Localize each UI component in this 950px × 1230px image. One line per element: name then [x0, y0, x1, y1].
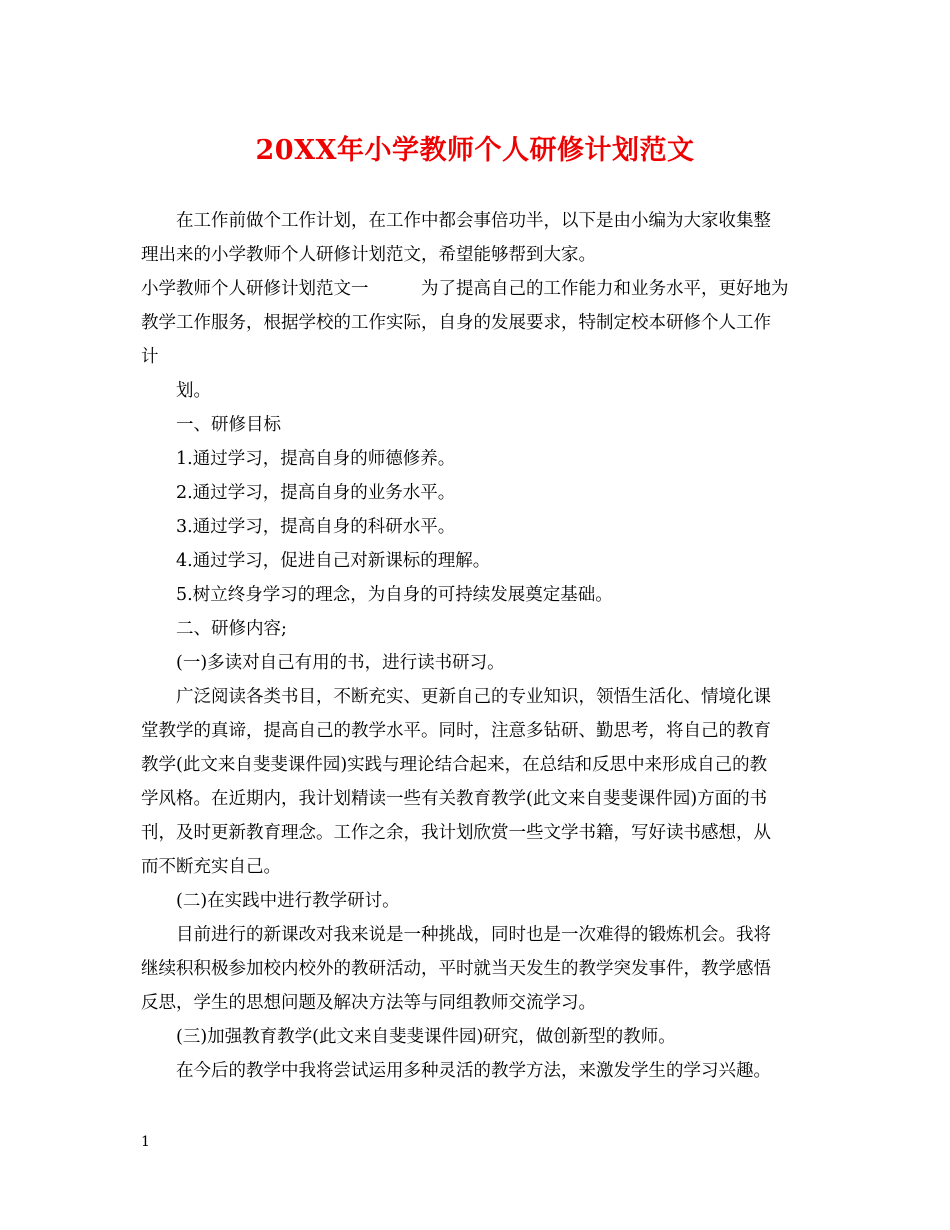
section-heading: 一、研修目标: [176, 415, 281, 435]
paragraph-line: 在今后的教学中我将尝试运用多种灵活的教学方法，来激发学生的学习兴趣。: [176, 1061, 771, 1081]
document-title: 20XX年小学教师个人研修计划范文: [255, 135, 695, 166]
paragraph-line: 堂教学的真谛，提高自己的教学水平。同时，注意多钻研、勤思考，将自己的教育: [141, 721, 771, 741]
paragraph-line: 目前进行的新课改对我来说是一种挑战，同时也是一次难得的锻炼机会。我将: [176, 925, 771, 945]
paragraph-line: 计: [141, 347, 159, 367]
paragraph-line: 反思，学生的思想问题及解决方法等与同组教师交流学习。: [141, 993, 596, 1013]
document-body: [141, 204, 811, 1088]
page-number: 1: [141, 1134, 150, 1150]
list-item: 1.通过学习，提高自身的师德修养。: [176, 449, 456, 469]
paragraph-line: 学风格。在近期内，我计划精读一些有关教育教学(此文来自斐斐课件园)方面的书: [141, 789, 768, 809]
list-item: 3.通过学习，提高自身的科研水平。: [176, 517, 456, 537]
subsection-heading: (二)在实践中进行教学研讨。: [176, 891, 400, 911]
section-heading: 二、研修内容;: [176, 619, 287, 639]
paragraph-line: 刊，及时更新教育理念。工作之余，我计划欣赏一些文学书籍，写好读书感想，从: [141, 823, 771, 843]
paragraph-line: 继续积积极参加校内校外的教研活动，平时就当天发生的教学突发事件，教学感悟: [141, 959, 771, 979]
subsection-heading: (三)加强教育教学(此文来自斐斐课件园)研究，做创新型的教师。: [176, 1027, 676, 1047]
list-item: 4.通过学习，促进自己对新课标的理解。: [176, 551, 491, 571]
list-item: 5.树立终身学习的理念，为自身的可持续发展奠定基础。: [176, 585, 613, 605]
paragraph-line: 而不断充实自己。: [141, 857, 281, 877]
paragraph-line: 在工作前做个工作计划，在工作中都会事倍功半，以下是由小编为大家收集整: [176, 211, 771, 231]
paragraph-line: 广泛阅读各类书目，不断充实、更新自己的专业知识，领悟生活化、情境化课: [176, 687, 771, 707]
paragraph-line: 教学(此文来自斐斐课件园)实践与理论结合起来，在总结和反思中来形成自己的教: [141, 755, 768, 775]
paragraph-line: 小学教师个人研修计划范文一 为了提高自己的工作能力和业务水平，更好地为: [141, 279, 789, 299]
paragraph-line: 划。: [176, 381, 211, 401]
list-item: 2.通过学习，提高自身的业务水平。: [176, 483, 456, 503]
subsection-heading: (一)多读对自己有用的书，进行读书研习。: [176, 653, 505, 673]
paragraph-line: 理出来的小学教师个人研修计划范文，希望能够帮到大家。: [141, 245, 596, 265]
paragraph-line: 教学工作服务，根据学校的工作实际，自身的发展要求，特制定校本研修个人工作: [141, 313, 771, 333]
